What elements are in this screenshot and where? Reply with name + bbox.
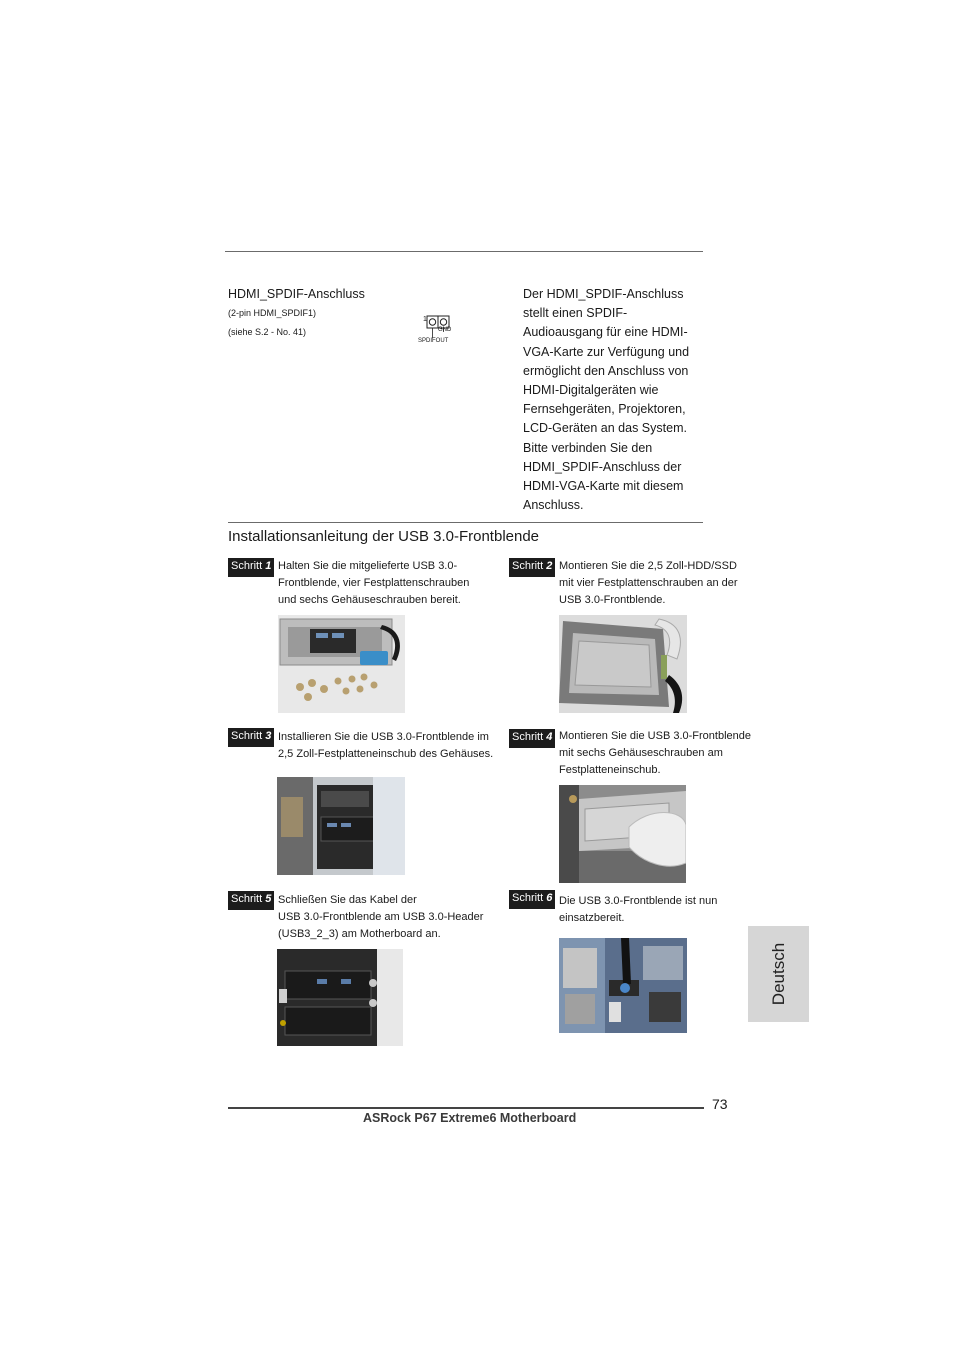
description-line: Bitte verbinden Sie den (523, 440, 653, 455)
description-line: Audioausgang für eine HDMI- (523, 325, 688, 340)
step-3-photo (277, 777, 405, 875)
connector-pin: (2-pin HDMI_SPDIF1) (228, 308, 317, 318)
case-installation-image (277, 777, 405, 875)
connector-ref: (siehe S.2 - No. 41) (228, 327, 307, 337)
step-2-text: Montieren Sie die 2,5 Zoll-HDD/SSD mit vier Festplattenschrauben an der USB 3.0-Frontblende. (559, 560, 738, 606)
connector-description (523, 285, 713, 515)
description-line: HDMI_SPDIF-Anschluss der (523, 459, 682, 474)
description-line: Fernsehgeräten, Projektoren, (523, 402, 686, 417)
connector-title: HDMI_SPDIF-Anschluss (228, 287, 365, 301)
usb-front-panel-kit-image (278, 615, 405, 713)
description-line: VGA-Karte zur Verfügung und (523, 344, 690, 359)
diagram-pin1-label: 1 (423, 316, 427, 323)
step-3-text: Installieren Sie die USB 3.0-Frontblende im 2,5 Zoll-Festplatteneinschub des Gehäuses. (278, 731, 494, 760)
description-line: HDMI-Digitalgeräten wie (523, 383, 659, 398)
section-title: Installationsanleitung der USB 3.0-Frontblende (228, 528, 540, 545)
description-line: LCD-Geräten an das System. (523, 421, 687, 436)
top-rule (225, 251, 703, 252)
step-6-tag: Schritt 6 (509, 890, 555, 909)
hdd-mounting-image (559, 615, 687, 713)
step-1-photo (278, 615, 405, 713)
section-rule (228, 522, 703, 523)
description-line: Der HDMI_SPDIF-Anschluss (523, 287, 684, 301)
step-1-text: Halten Sie die mitgelieferte USB 3.0- Frontblende, vier Festplattenschrauben und sechs Gehäuseschrauben bereit. (278, 560, 470, 606)
footer-product: ASRock P67 Extreme6 Motherboard (363, 1111, 577, 1125)
step-4-tag: Schritt 4 (509, 729, 555, 748)
step-2-tag: Schritt 2 (509, 558, 555, 577)
step-5-photo (277, 949, 403, 1046)
step-6-photo (559, 938, 687, 1033)
step-2-photo (559, 615, 687, 713)
step-4-text: Montieren Sie die USB 3.0-Frontblende mit sechs Gehäuseschrauben am Festplatteneinschub. (559, 730, 751, 776)
step-5-tag: Schritt 5 (228, 891, 274, 910)
description-line: stellt einen SPDIF- (523, 306, 628, 321)
side-tab-label: Deutsch (768, 942, 788, 1006)
diagram-spdifout-label: SPDIFOUT (418, 338, 449, 344)
step-6-text: Die USB 3.0-Frontblende ist nun einsatzbereit. (559, 895, 718, 924)
motherboard-header-image (559, 938, 687, 1033)
page-number: 73 (712, 1096, 728, 1112)
step-5-text: Schließen Sie das Kabel der USB 3.0-Frontblende am USB 3.0-Header (USB3_2_3) am Motherboard an. (278, 894, 484, 940)
connector-pin-diagram (416, 313, 464, 349)
description-line: Anschluss. (523, 498, 584, 513)
language-side-tab (748, 926, 809, 1022)
front-panel-ports-image (277, 949, 403, 1046)
screw-mounting-image (559, 785, 686, 883)
description-line: ermöglicht den Anschluss von (523, 363, 689, 378)
step-4-photo (559, 785, 686, 883)
step-1-tag: Schritt 1 (228, 558, 274, 577)
description-line: HDMI-VGA-Karte mit diesem (523, 479, 684, 494)
footer-rule (228, 1107, 704, 1109)
step-3-tag: Schritt 3 (228, 728, 274, 747)
diagram-gnd-label: GND (438, 327, 452, 333)
